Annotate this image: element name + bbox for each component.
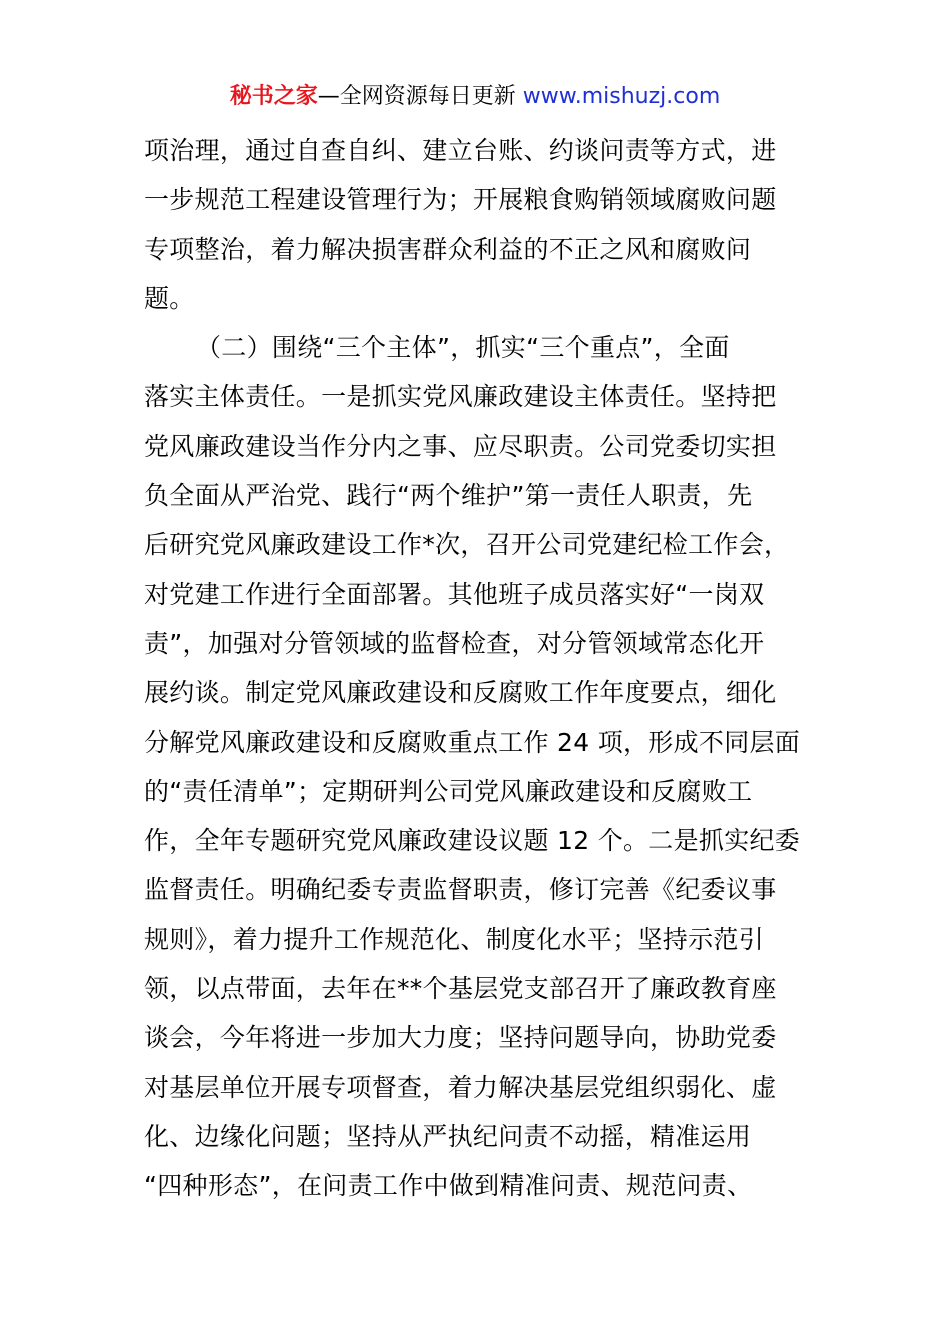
text-line: 作，全年专题研究党风廉政建设议题 12 个。二是抓实纪委 <box>144 826 801 856</box>
text-line: 领，以点带面，去年在**个基层党支部召开了廉政教育座 <box>144 974 777 1004</box>
text-line: “四种形态”，在问责工作中做到精准问责、规范问责、 <box>144 1171 753 1201</box>
text-line: 责”，加强对分管领域的监督检查，对分管领域常态化开 <box>144 628 765 658</box>
header-tagline: —全网资源每日更新 <box>317 84 523 109</box>
text-line: 的“责任清单”；定期研判公司党风廉政建设和反腐败工 <box>144 776 753 806</box>
text-line: 分解党风廉政建设和反腐败重点工作 24 项，形成不同层面 <box>144 727 801 757</box>
brand-name: 秘书之家 <box>229 84 318 109</box>
paragraph-start-line: （二）围绕“三个主体”，抓实“三个重点”，全面 <box>196 333 730 363</box>
text-line: 监督责任。明确纪委专责监督职责，修订完善《纪委议事 <box>144 875 777 905</box>
text-line: 负全面从严治党、践行“两个维护”第一责任人职责，先 <box>144 481 753 511</box>
text-line: 化、边缘化问题；坚持从严执纪问责不动摇，精准运用 <box>144 1121 752 1151</box>
text-line: 谈会，今年将进一步加大力度；坚持问题导向，协助党委 <box>144 1023 777 1053</box>
document-body <box>144 126 814 1211</box>
site-url[interactable]: www.mishuzj.com <box>522 84 721 109</box>
text-line: 后研究党风廉政建设工作*次，召开公司党建纪检工作会， <box>144 530 790 560</box>
text-line: 专项整治，着力解决损害群众利益的不正之风和腐败问 <box>144 234 752 264</box>
text-line: 党风廉政建设当作分内之事、应尽职责。公司党委切实担 <box>144 431 777 461</box>
text-line: 展约谈。制定党风廉政建设和反腐败工作年度要点，细化 <box>144 678 777 708</box>
text-line: 落实主体责任。一是抓实党风廉政建设主体责任。坚持把 <box>144 382 777 412</box>
text-line: 题。 <box>144 283 195 313</box>
text-line: 对党建工作进行全面部署。其他班子成员落实好“一岗双 <box>144 579 765 609</box>
text-line: 对基层单位开展专项督查，着力解决基层党组织弱化、虚 <box>144 1072 777 1102</box>
text-line: 一步规范工程建设管理行为；开展粮食购销领域腐败问题 <box>144 185 777 215</box>
text-line: 项治理，通过自查自纠、建立台账、约谈问责等方式，进 <box>144 136 777 165</box>
text-line: 规则》，着力提升工作规范化、制度化水平；坚持示范引 <box>144 924 765 954</box>
page-header <box>0 82 950 112</box>
